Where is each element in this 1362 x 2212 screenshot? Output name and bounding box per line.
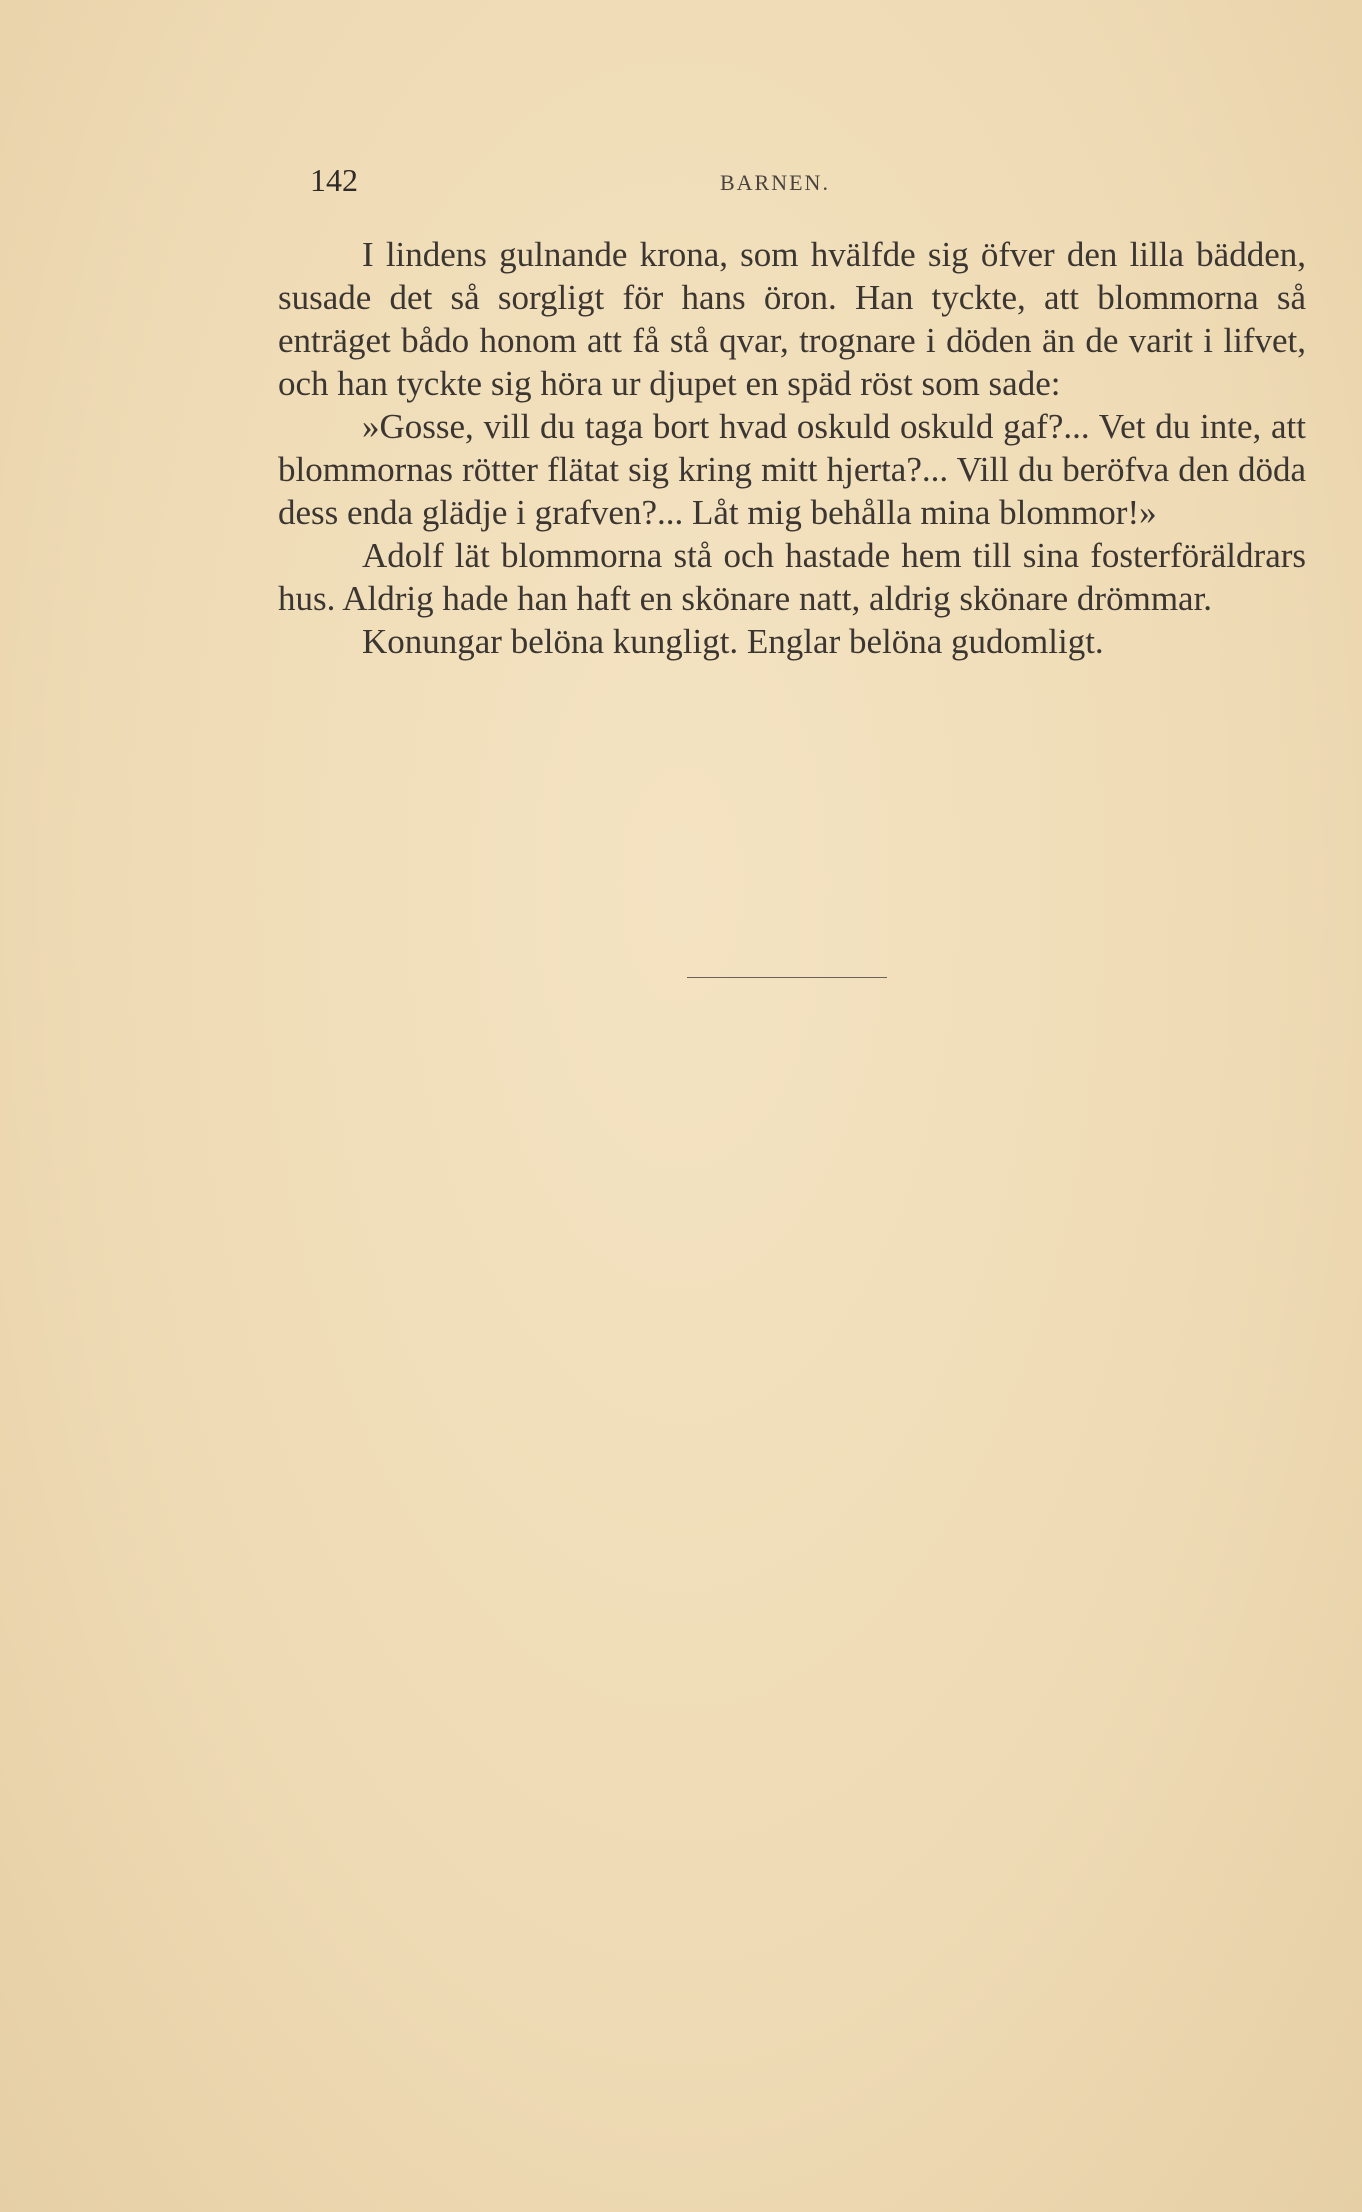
page-number: 142: [310, 162, 358, 198]
paragraph: »Gosse, vill du taga bort hvad oskuld oskuld gaf?... Vet du inte, att blommornas rötter flätat sig kring mitt hjerta?... Vill du beröfva den döda dess enda glädje i grafven?... Låt mig behålla mina blommor!»: [278, 407, 1306, 532]
page-header: [280, 162, 1305, 202]
running-head: BARNEN.: [720, 170, 830, 195]
paragraph: Adolf lät blommorna stå och hastade hem till sina fosterföräldrars hus. Aldrig hade han haft en skönare natt, aldrig skönare drömmar.: [278, 536, 1306, 618]
paragraph: I lindens gulnande krona, som hvälfde sig öfver den lilla bädden, susade det så sorgligt för hans öron. Han tyckte, att blommorna så enträget bådo honom att få stå qvar, trognare i döden än de varit i lifvet, och han tyckte sig höra ur djupet en späd röst som sade:: [278, 235, 1306, 403]
section-end-rule: [687, 977, 887, 978]
body-text: [278, 233, 1306, 663]
paragraph: Konungar belöna kungligt. Englar belöna gudomligt.: [362, 622, 1104, 661]
